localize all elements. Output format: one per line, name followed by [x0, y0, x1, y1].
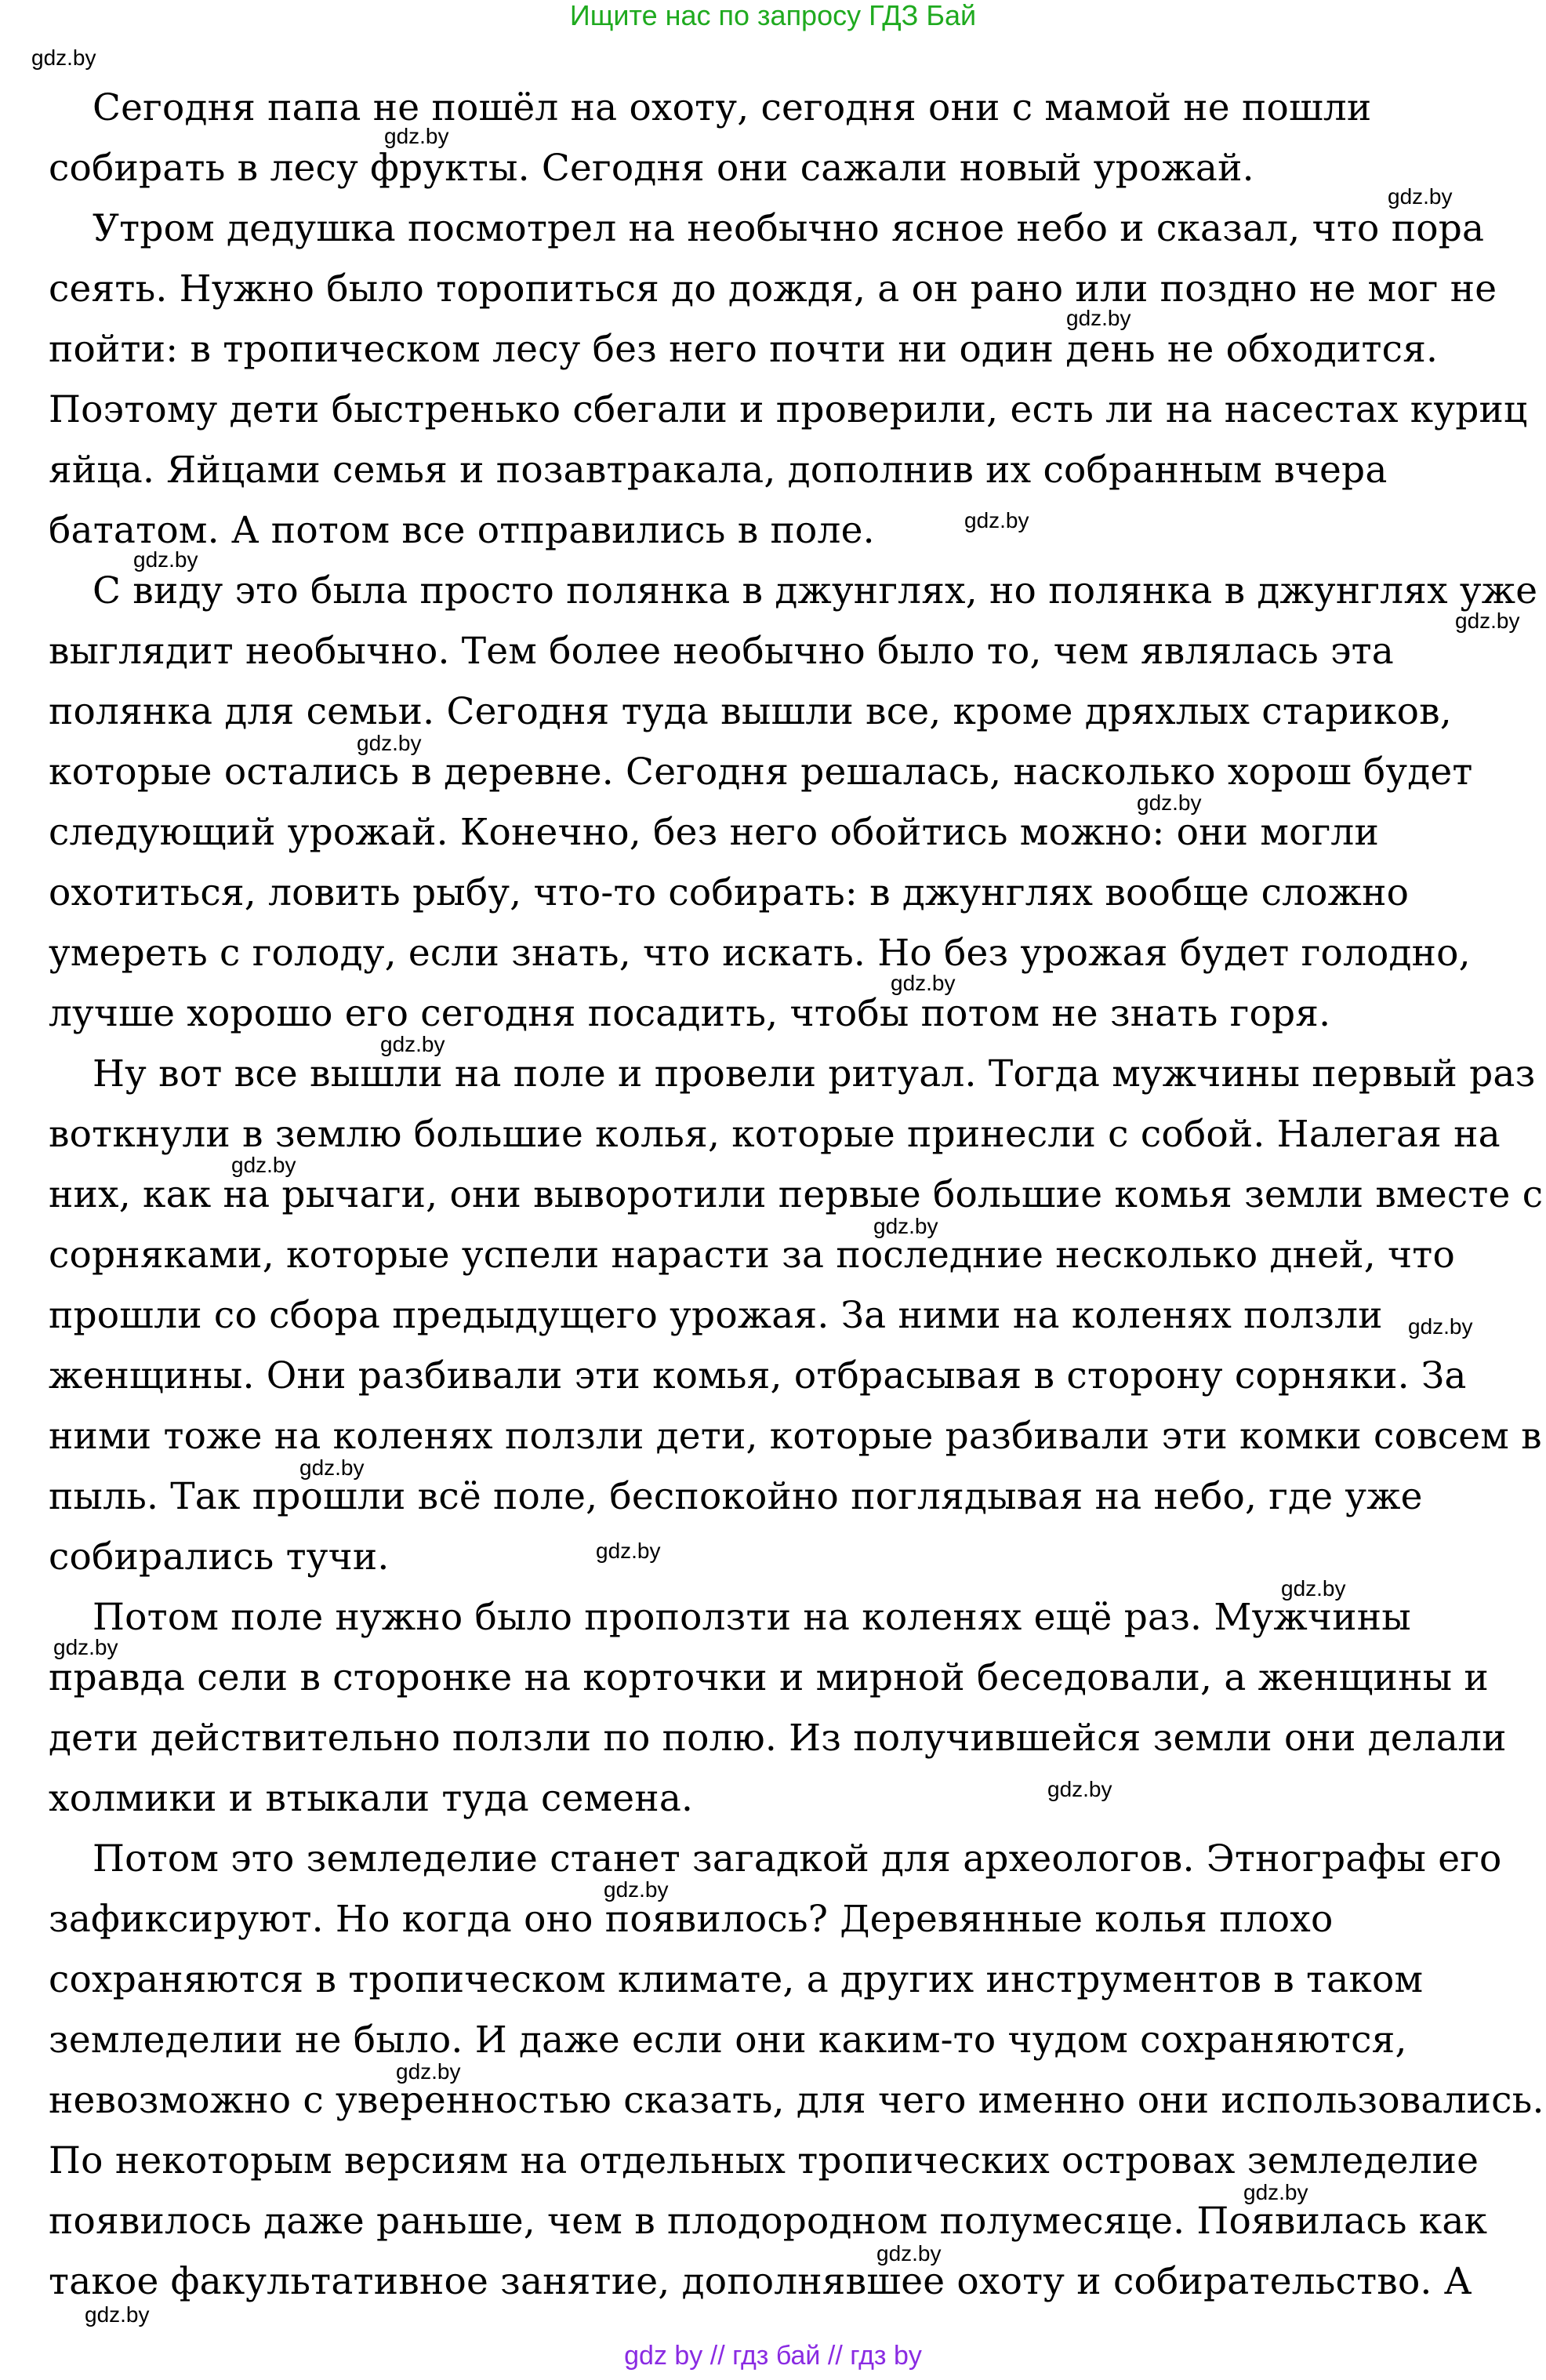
text-line: появилось даже раньше, чем в плодородном полумесяце. Появилась как: [49, 2200, 1488, 2243]
watermark: gdz.by: [380, 1032, 445, 1056]
watermark: gdz.by: [1137, 790, 1202, 815]
watermark: gdz.by: [1243, 2180, 1308, 2204]
text-line: Потом поле нужно было проползти на коленях ещё раз. Мужчины: [93, 1596, 1411, 1639]
footer-links[interactable]: gdz by // гдз бай // гдз by: [624, 2341, 922, 2371]
watermark: gdz.by: [876, 2241, 942, 2266]
watermark: gdz.by: [133, 547, 198, 572]
text-line: пыль. Так прошли всё поле, беспокойно поглядывая на небо, где уже: [49, 1475, 1423, 1518]
watermark: gdz.by: [299, 1455, 365, 1480]
watermark: gdz.by: [231, 1153, 296, 1177]
watermark: gdz.by: [596, 1539, 661, 1563]
text-line: следующий урожай. Конечно, без него обойтись можно: они могли: [49, 811, 1379, 854]
text-line: лучше хорошо его сегодня посадить, чтобы потом не знать горя.: [49, 992, 1331, 1035]
text-line: холмики и втыкали туда семена.: [49, 1777, 694, 1820]
text-line: полянка для семьи. Сегодня туда вышли все, кроме дряхлых стариков,: [49, 690, 1452, 733]
text-line: прошли со сбора предыдущего урожая. За ними на коленях ползли: [49, 1294, 1383, 1337]
watermark: gdz.by: [1066, 306, 1131, 330]
text-line: С виду это была просто полянка в джунглях, но полянка в джунглях уже: [93, 569, 1538, 612]
text-line: правда сели в сторонке на корточки и мирной беседовали, а женщины и: [49, 1656, 1489, 1699]
search-hint-banner[interactable]: Ищите нас по запросу ГДЗ Бай: [569, 0, 977, 31]
watermark: gdz.by: [1455, 609, 1520, 633]
text-line: которые остались в деревне. Сегодня решалась, насколько хорош будет: [49, 750, 1473, 794]
watermark: gdz.by: [396, 2059, 461, 2084]
text-line: дети действительно ползли по полю. Из получившейся земли они делали: [49, 1717, 1507, 1760]
text-line: сохраняются в тропическом климате, а других инструментов в таком: [49, 1958, 1424, 2001]
text-line: Утром дедушка посмотрел на необычно ясное небо и сказал, что пора: [93, 207, 1485, 250]
text-line: них, как на рычаги, они выворотили первые большие комья земли вместе с: [49, 1173, 1544, 1216]
text-line: умереть с голоду, если знать, что искать. Но без урожая будет голодно,: [49, 932, 1471, 975]
text-line: Сегодня папа не пошёл на охоту, сегодня они с мамой не пошли: [93, 86, 1372, 129]
watermark: gdz.by: [31, 45, 96, 70]
text-line: бататом. А потом все отправились в поле.: [49, 509, 875, 552]
text-line: собирались тучи.: [49, 1535, 390, 1579]
text-line: охотиться, ловить рыбу, что-то собирать: в джунглях вообще сложно: [49, 871, 1410, 914]
watermark: gdz.by: [384, 124, 449, 148]
text-line: земледелии не было. И даже если они каким-то чудом сохраняются,: [49, 2018, 1407, 2062]
text-line: ними тоже на коленях ползли дети, которые разбивали эти комки совсем в: [49, 1415, 1542, 1458]
text-line: зафиксируют. Но когда оно появилось? Деревянные колья плохо: [49, 1898, 1334, 1941]
text-line: невозможно с уверенностью сказать, для чего именно они использовались.: [49, 2079, 1544, 2122]
text-line: женщины. Они разбивали эти комья, отбрасывая в сторону сорняки. За: [49, 1354, 1467, 1397]
text-line: выглядит необычно. Тем более необычно было то, чем являлась эта: [49, 630, 1395, 673]
watermark: gdz.by: [1047, 1777, 1112, 1801]
watermark: gdz.by: [873, 1214, 938, 1238]
text-line: Ну вот все вышли на поле и провели ритуал. Тогда мужчины первый раз: [93, 1052, 1536, 1096]
watermark: gdz.by: [357, 731, 422, 755]
text-line: сеять. Нужно было торопиться до дождя, а он рано или поздно не мог не: [49, 267, 1497, 311]
text-line: воткнули в землю большие колья, которые принесли с собой. Налегая на: [49, 1113, 1501, 1156]
watermark: gdz.by: [964, 508, 1029, 532]
text-line: По некоторым версиям на отдельных тропических островах земледелие: [49, 2139, 1479, 2182]
watermark: gdz.by: [604, 1877, 669, 1902]
watermark: gdz.by: [1388, 184, 1453, 209]
text-line: Поэтому дети быстренько сбегали и проверили, есть ли на насестах куриц: [49, 388, 1528, 431]
text-line: такое факультативное занятие, дополнявшее охоту и собирательство. А: [49, 2260, 1472, 2303]
watermark: gdz.by: [891, 971, 956, 995]
text-line: яйца. Яйцами семья и позавтракала, дополнив их собранным вчера: [49, 449, 1388, 492]
watermark: gdz.by: [85, 2302, 150, 2327]
text-line: пойти: в тропическом лесу без него почти ни один день не обходится.: [49, 328, 1439, 371]
text-line: Потом это земледелие станет загадкой для археологов. Этнографы его: [93, 1837, 1502, 1880]
watermark: gdz.by: [1281, 1576, 1346, 1601]
watermark: gdz.by: [53, 1635, 118, 1659]
text-line: собирать в лесу фрукты. Сегодня они сажали новый урожай.: [49, 147, 1254, 190]
watermark: gdz.by: [1408, 1314, 1473, 1339]
text-line: сорняками, которые успели нарасти за последние несколько дней, что: [49, 1234, 1455, 1277]
